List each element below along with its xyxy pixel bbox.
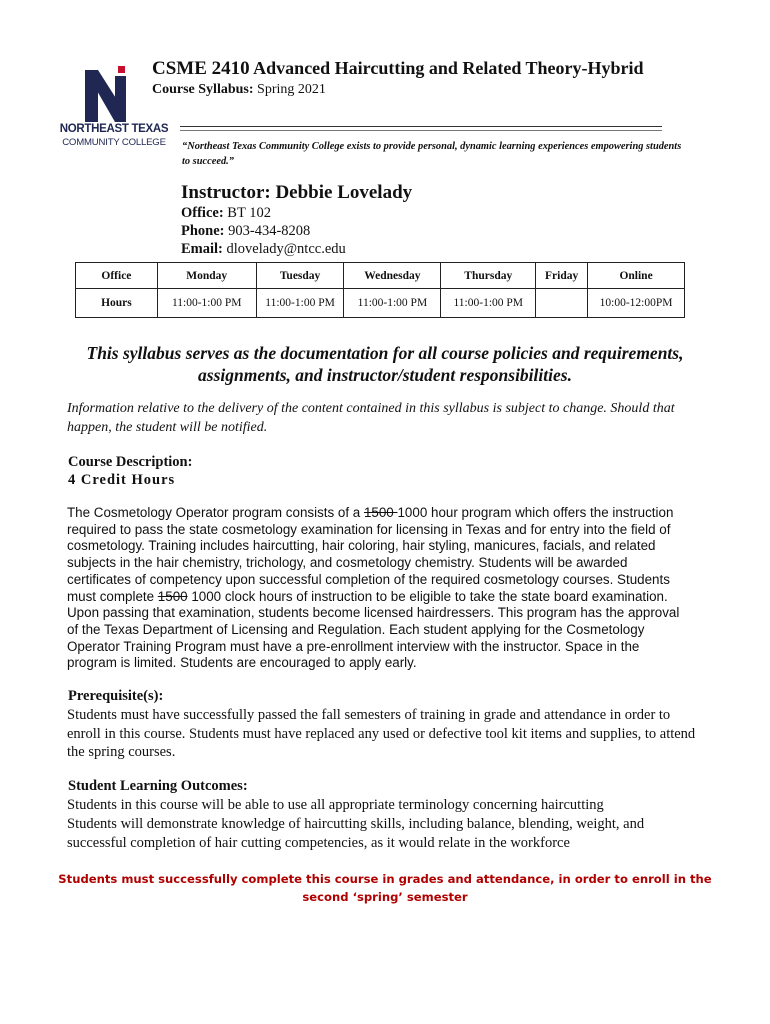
course-name: Advanced Haircutting and Related Theory-Hybrid bbox=[253, 58, 644, 78]
course-description-heading: Course Description: bbox=[68, 454, 193, 470]
struck-hours-1: 1500 bbox=[363, 505, 398, 520]
time-cell: 11:00-1:00 PM bbox=[441, 289, 536, 318]
change-disclaimer: Information relative to the delivery of the content contained in this syllabus is subject to change. Should that happen, the student will be notified. bbox=[67, 401, 675, 435]
office-label: Office: bbox=[181, 205, 224, 221]
office-hours-label-top: Office bbox=[76, 263, 158, 289]
syllabus-notice: This syllabus serves as the documentation for all course policies and requirements, assignments, and instructor/student responsibilities. bbox=[86, 343, 684, 385]
prerequisites-heading: Prerequisite(s): bbox=[68, 688, 164, 704]
office-hours-label-bottom: Hours bbox=[76, 289, 158, 318]
time-cell: 10:00-12:00PM bbox=[588, 289, 685, 318]
phone-value: 903-434-8208 bbox=[228, 223, 311, 239]
syllabus-term bbox=[152, 82, 326, 98]
time-cell: 11:00-1:00 PM bbox=[256, 289, 344, 318]
email-line bbox=[181, 241, 346, 258]
instructor-heading: Instructor: Debbie Lovelady bbox=[181, 182, 413, 203]
course-title bbox=[152, 58, 644, 80]
enrollment-warning bbox=[50, 870, 720, 906]
prerequisites-text: Students must have successfully passed the fall semesters of training in grade and attendance in order to enroll in this course. Students must have replaced any used or defective tool kit items and supplies, to attend the spring courses. bbox=[67, 707, 696, 760]
header-divider bbox=[180, 126, 662, 127]
day-header: Wednesday bbox=[344, 263, 441, 289]
logo-text-line2: COMMUNITY COLLEGE bbox=[62, 137, 166, 148]
time-cell: 11:00-1:00 PM bbox=[157, 289, 256, 318]
day-header: Friday bbox=[536, 263, 588, 289]
logo-text-line1: NORTHEAST TEXAS bbox=[59, 123, 169, 135]
struck-hours-2: 1500 bbox=[157, 588, 188, 604]
office-line bbox=[181, 205, 271, 222]
syllabus-label: Course Syllabus: bbox=[152, 82, 254, 97]
outcomes-heading: Student Learning Outcomes: bbox=[68, 778, 248, 794]
mission-statement: “Northeast Texas Community College exists to provide personal, dynamic learning experiences empowering students to succeed.” bbox=[182, 141, 682, 167]
day-header: Thursday bbox=[441, 263, 536, 289]
day-header: Tuesday bbox=[256, 263, 344, 289]
email-label: Email: bbox=[181, 241, 223, 257]
phone-line bbox=[181, 223, 310, 240]
day-header: Monday bbox=[157, 263, 256, 289]
phone-label: Phone: bbox=[181, 223, 225, 239]
desc-part3: 1000 clock hours of instruction to be eligible to take the state board examination. Upon passing that examination, students become licensed hairdressers. This program has the approval of the Texas Department of Licensing and Regulation. Each student applying for the Cosmetology Operator Training Program must have a pre-enrollment interview with the instructor. Space in the program is limited. Students are encouraged to apply early. bbox=[67, 588, 680, 671]
email-value: dlovelady@ntcc.edu bbox=[226, 241, 346, 257]
office-hours-table bbox=[75, 262, 685, 318]
header-divider-thin bbox=[180, 130, 662, 131]
term: Spring 2021 bbox=[257, 82, 326, 97]
time-cell bbox=[536, 289, 588, 318]
table-row bbox=[76, 289, 685, 318]
course-description-text bbox=[67, 505, 687, 672]
desc-part1: The Cosmetology Operator program consists of a bbox=[67, 505, 364, 520]
table-row bbox=[76, 263, 685, 289]
outcome-item: Students will demonstrate knowledge of haircutting skills, including balance, blending, weight, and successful completion of hair cutting competencies, as it would relate in the workforce bbox=[67, 816, 645, 851]
office-value: BT 102 bbox=[227, 205, 271, 221]
day-header: Online bbox=[588, 263, 685, 289]
enrollment-warning-line1: Students must successfully complete this course in grades and attendance, in order to enroll in the bbox=[58, 872, 712, 886]
enrollment-warning-line2: second ‘spring’ semester bbox=[302, 890, 468, 904]
desc-part2: 1000 hour program which offers the instruction required to pass the state cosmetology examination for licensing in Texas and for entry into the field of cosmetology. Training includes haircutting, hair coloring, hair styling, manicures, facials, and related subjects in the hair chemistry, trichology, and cosmetology chemistry. Students will be awarded certificates of competency upon successful completion of the required cosmetology courses. Students must complete bbox=[67, 505, 674, 604]
time-cell: 11:00-1:00 PM bbox=[344, 289, 441, 318]
outcome-item: Students in this course will be able to use all appropriate terminology concerning haircutting bbox=[67, 797, 604, 813]
credit-hours: 4 Credit Hours bbox=[68, 472, 176, 488]
college-logo-mark-icon bbox=[85, 66, 145, 122]
course-code: CSME 2410 bbox=[152, 58, 250, 79]
